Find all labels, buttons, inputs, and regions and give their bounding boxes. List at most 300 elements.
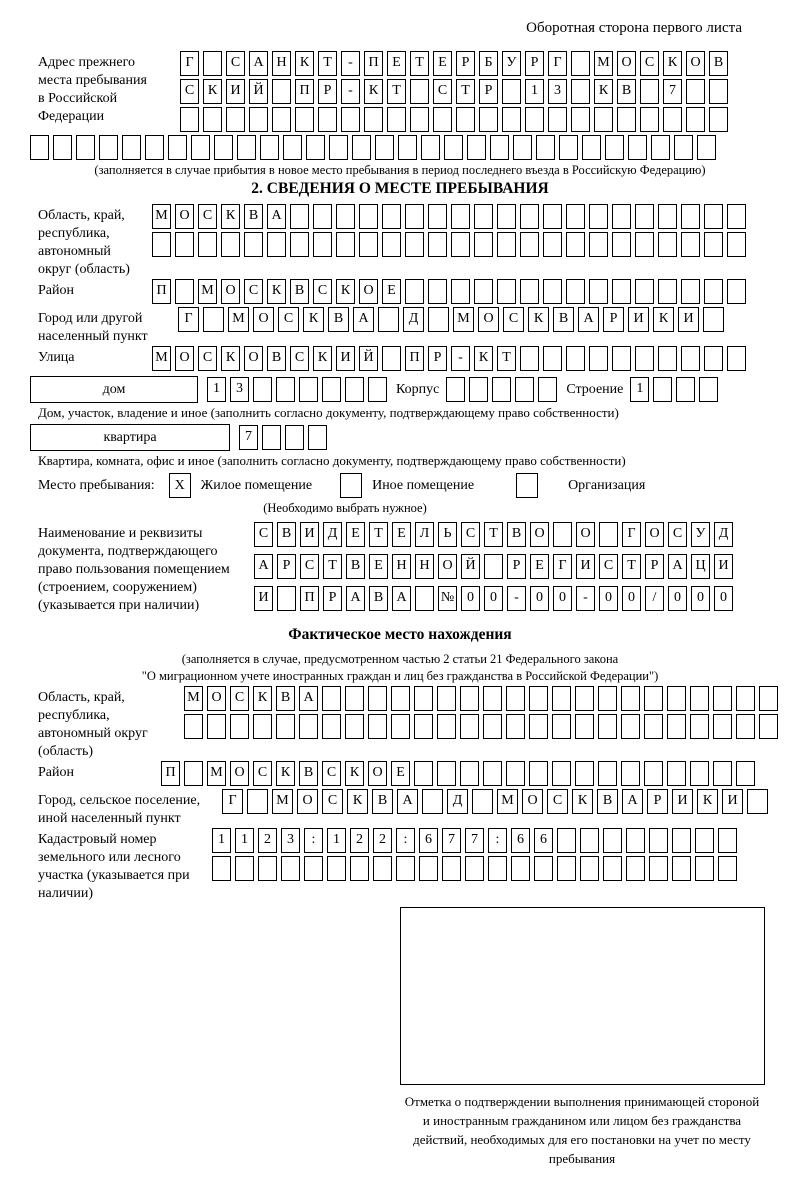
char-cell: 0 xyxy=(599,586,618,611)
char-cell xyxy=(644,714,663,739)
char-cell: В xyxy=(597,789,618,814)
char-cell: Т xyxy=(369,522,388,547)
oblast-rows xyxy=(152,204,770,260)
oblast-actual-rows xyxy=(184,686,782,742)
char-cell xyxy=(230,714,249,739)
char-cell: Е xyxy=(346,522,365,547)
char-cell: 6 xyxy=(534,828,553,853)
char-cell-row xyxy=(184,686,782,711)
char-cell xyxy=(456,107,475,132)
char-cell xyxy=(594,107,613,132)
char-cell: Д xyxy=(323,522,342,547)
char-cell: В xyxy=(372,789,393,814)
char-cell xyxy=(350,856,369,881)
char-cell xyxy=(667,761,686,786)
char-cell: С xyxy=(322,761,341,786)
char-cell: № xyxy=(438,586,457,611)
char-cell xyxy=(676,377,695,402)
char-cell-row xyxy=(254,522,770,547)
char-cell xyxy=(341,107,360,132)
char-cell xyxy=(553,522,572,547)
char-cell xyxy=(237,135,256,160)
char-cell xyxy=(566,346,585,371)
char-cell: Б xyxy=(479,51,498,76)
char-cell: К xyxy=(313,346,332,371)
char-cell: О xyxy=(522,789,543,814)
char-cell xyxy=(359,232,378,257)
char-cell xyxy=(612,204,631,229)
char-cell: Ь xyxy=(438,522,457,547)
char-cell xyxy=(497,204,516,229)
checkbox-zhiloe: X xyxy=(169,473,191,498)
char-cell xyxy=(184,714,203,739)
char-cell xyxy=(345,377,364,402)
char-cell: А xyxy=(578,307,599,332)
char-cell: М xyxy=(453,307,474,332)
char-cell xyxy=(704,346,723,371)
char-cell: - xyxy=(341,51,360,76)
char-cell: / xyxy=(645,586,664,611)
ulitsa-rows xyxy=(152,346,770,374)
char-cell xyxy=(488,856,507,881)
document-rows xyxy=(254,522,770,618)
char-cell: О xyxy=(230,761,249,786)
char-cell xyxy=(580,828,599,853)
char-cell: И xyxy=(254,586,273,611)
char-cell xyxy=(382,232,401,257)
page-subtitle: Оборотная сторона первого листа xyxy=(526,20,742,36)
char-cell: В xyxy=(276,686,295,711)
char-cell xyxy=(359,204,378,229)
stay-type-label: Место пребывания: xyxy=(38,477,155,493)
char-cell xyxy=(598,761,617,786)
char-cell-row xyxy=(222,789,772,814)
char-cell xyxy=(690,761,709,786)
char-cell xyxy=(513,135,532,160)
char-cell xyxy=(277,586,296,611)
raion-actual-rows xyxy=(161,761,770,789)
char-cell xyxy=(378,307,399,332)
char-cell xyxy=(30,135,49,160)
char-cell xyxy=(649,828,668,853)
char-cell xyxy=(382,204,401,229)
char-cell: Е xyxy=(387,51,406,76)
char-cell xyxy=(603,856,622,881)
prev-address-label: Адрес прежнего места пребывания в Российской Федерации xyxy=(38,55,147,124)
char-cell: 1 xyxy=(525,79,544,104)
char-cell xyxy=(398,135,417,160)
field-ulitsa xyxy=(30,346,770,374)
oblast-actual-label: Область, край, республика, автономный округ (область) xyxy=(38,690,148,759)
char-cell xyxy=(603,828,622,853)
char-cell xyxy=(308,425,327,450)
char-cell: С xyxy=(198,346,217,371)
char-cell xyxy=(589,232,608,257)
char-cell: Р xyxy=(318,79,337,104)
char-cell xyxy=(506,761,525,786)
char-cell: В xyxy=(299,761,318,786)
char-cell xyxy=(727,346,746,371)
char-cell-row xyxy=(161,761,770,786)
option-inoe-label: Иное помещение xyxy=(372,477,475,493)
char-cell: М xyxy=(184,686,203,711)
char-cell xyxy=(375,135,394,160)
char-cell xyxy=(536,135,555,160)
char-cell: В xyxy=(267,346,286,371)
char-cell xyxy=(649,856,668,881)
char-cell-row xyxy=(152,204,770,229)
char-cell: 1 xyxy=(207,377,226,402)
char-cell: С xyxy=(668,522,687,547)
char-cell xyxy=(467,135,486,160)
char-cell: Т xyxy=(387,79,406,104)
char-cell xyxy=(580,856,599,881)
stay-type-note: (Необходимо выбрать нужное) xyxy=(263,501,427,515)
char-cell xyxy=(747,789,768,814)
char-cell: Р xyxy=(647,789,668,814)
char-cell: М xyxy=(198,279,217,304)
char-cell: И xyxy=(672,789,693,814)
char-cell xyxy=(276,714,295,739)
stroenie-label: Строение xyxy=(566,381,624,397)
char-cell xyxy=(345,714,364,739)
char-cell: 7 xyxy=(442,828,461,853)
char-cell: Т xyxy=(484,522,503,547)
raion-rows xyxy=(152,279,770,307)
raion-label: Район xyxy=(38,283,74,298)
char-cell: С xyxy=(640,51,659,76)
stamp-caption: Отметка о подтверждении выполнения принимающей стороной и иностранным гражданином или лицом без гражданства действий, необходимых для его постановки на учет по месту пребывания xyxy=(404,1094,760,1166)
char-cell: У xyxy=(691,522,710,547)
char-cell: К xyxy=(303,307,324,332)
char-cell xyxy=(571,107,590,132)
char-cell: К xyxy=(528,307,549,332)
char-cell: 7 xyxy=(663,79,682,104)
char-cell-row xyxy=(180,79,770,104)
char-cell: 3 xyxy=(548,79,567,104)
field-kadastr xyxy=(30,828,770,903)
char-cell xyxy=(575,686,594,711)
char-cell xyxy=(428,279,447,304)
char-cell: О xyxy=(368,761,387,786)
char-cell xyxy=(658,346,677,371)
char-cell xyxy=(635,204,654,229)
char-cell: О xyxy=(175,346,194,371)
char-cell: Р xyxy=(428,346,447,371)
char-cell: Н xyxy=(272,51,291,76)
char-cell xyxy=(529,686,548,711)
char-cell: К xyxy=(474,346,493,371)
char-cell: П xyxy=(295,79,314,104)
char-cell: С xyxy=(433,79,452,104)
kadastr-label: Кадастровый номер земельного или лесного участка (указывается при наличии) xyxy=(38,832,190,901)
char-cell: Т xyxy=(456,79,475,104)
char-cell xyxy=(276,377,295,402)
char-cell: В xyxy=(553,307,574,332)
char-cell xyxy=(391,686,410,711)
char-cell: И xyxy=(226,79,245,104)
char-cell: О xyxy=(175,204,194,229)
char-cell xyxy=(433,107,452,132)
char-cell: Г xyxy=(548,51,567,76)
char-cell: С xyxy=(198,204,217,229)
section3-note-line1: (заполняется в случае, предусмотренном частью 2 статьи 21 Федерального закона xyxy=(181,652,619,666)
char-cell xyxy=(180,107,199,132)
char-cell xyxy=(612,346,631,371)
char-cell: Р xyxy=(277,554,296,579)
char-cell xyxy=(451,204,470,229)
char-cell xyxy=(543,232,562,257)
char-cell: О xyxy=(576,522,595,547)
char-cell xyxy=(345,686,364,711)
char-cell: Д xyxy=(447,789,468,814)
char-cell xyxy=(502,79,521,104)
char-cell xyxy=(704,204,723,229)
char-cell: А xyxy=(397,789,418,814)
char-cell: 0 xyxy=(622,586,641,611)
gorod-label: Город или другой населенный пункт xyxy=(38,311,148,344)
char-cell xyxy=(414,686,433,711)
prev-address-note: (заполняется в случае прибытия в новое место пребывания в период последнего въезда в Российскую Федерацию) xyxy=(94,163,706,177)
char-cell: К xyxy=(653,307,674,332)
char-cell xyxy=(525,107,544,132)
option-zhiloe-label: Жилое помещение xyxy=(200,477,313,493)
char-cell: 1 xyxy=(630,377,649,402)
char-cell xyxy=(552,761,571,786)
char-cell xyxy=(336,232,355,257)
char-cell: А xyxy=(622,789,643,814)
char-cell: Г xyxy=(180,51,199,76)
char-cell: 3 xyxy=(230,377,249,402)
char-cell: - xyxy=(576,586,595,611)
char-cell xyxy=(566,279,585,304)
char-cell: П xyxy=(405,346,424,371)
char-cell xyxy=(483,761,502,786)
char-cell: А xyxy=(392,586,411,611)
char-cell: 0 xyxy=(691,586,710,611)
char-cell xyxy=(249,107,268,132)
field-document xyxy=(30,522,770,618)
char-cell xyxy=(658,204,677,229)
char-cell xyxy=(626,856,645,881)
char-cell: О xyxy=(207,686,226,711)
char-cell xyxy=(414,761,433,786)
char-cell-row-full-width xyxy=(30,135,770,160)
char-cell: Р xyxy=(603,307,624,332)
char-cell: 2 xyxy=(350,828,369,853)
char-cell: С xyxy=(503,307,524,332)
char-cell xyxy=(415,586,434,611)
field-raion xyxy=(30,279,770,307)
char-cell xyxy=(621,761,640,786)
char-cell: О xyxy=(645,522,664,547)
stroenie-cells xyxy=(630,377,722,402)
char-cell: П xyxy=(300,586,319,611)
char-cell-row xyxy=(212,856,770,881)
char-cell: Г xyxy=(622,522,641,547)
char-cell: - xyxy=(341,79,360,104)
char-cell xyxy=(612,279,631,304)
char-cell: Т xyxy=(323,554,342,579)
kadastr-rows xyxy=(212,828,770,884)
char-cell xyxy=(552,686,571,711)
char-cell xyxy=(557,856,576,881)
char-cell: В xyxy=(369,586,388,611)
char-cell xyxy=(686,107,705,132)
korpus-cells xyxy=(446,377,561,402)
char-cell xyxy=(697,135,716,160)
char-cell: А xyxy=(353,307,374,332)
char-cell: В xyxy=(290,279,309,304)
section3-note-line2: "О миграционном учете иностранных граждан и лиц без гражданства в Российской Федерации") xyxy=(141,669,659,683)
char-cell xyxy=(566,232,585,257)
char-cell xyxy=(490,135,509,160)
char-cell xyxy=(621,686,640,711)
char-cell: Т xyxy=(622,554,641,579)
char-cell xyxy=(686,79,705,104)
char-cell: 2 xyxy=(258,828,277,853)
char-cell: : xyxy=(396,828,415,853)
char-cell xyxy=(258,856,277,881)
char-cell: П xyxy=(152,279,171,304)
char-cell: Н xyxy=(415,554,434,579)
char-cell: Ц xyxy=(691,554,710,579)
char-cell: С xyxy=(599,554,618,579)
char-cell: К xyxy=(345,761,364,786)
char-cell xyxy=(658,279,677,304)
char-cell xyxy=(322,377,341,402)
char-cell: А xyxy=(254,554,273,579)
char-cell xyxy=(260,135,279,160)
char-cell xyxy=(681,232,700,257)
char-cell xyxy=(695,828,714,853)
option-organizatsiya-label: Организация xyxy=(568,477,646,493)
char-cell: К xyxy=(203,79,222,104)
char-cell xyxy=(221,232,240,257)
char-cell xyxy=(410,79,429,104)
char-cell: Т xyxy=(497,346,516,371)
char-cell xyxy=(474,204,493,229)
raion-actual-label: Район xyxy=(38,765,74,780)
char-cell: М xyxy=(152,346,171,371)
char-cell xyxy=(704,232,723,257)
char-cell-row xyxy=(212,828,770,853)
char-cell: Е xyxy=(392,522,411,547)
char-cell xyxy=(718,828,737,853)
field-gorod-actual xyxy=(30,789,770,828)
char-cell-row xyxy=(180,51,770,76)
gorod-rows xyxy=(178,307,770,335)
char-cell xyxy=(599,522,618,547)
char-cell: 1 xyxy=(327,828,346,853)
char-cell: С xyxy=(278,307,299,332)
char-cell xyxy=(437,686,456,711)
char-cell: М xyxy=(207,761,226,786)
char-cell xyxy=(253,714,272,739)
char-cell xyxy=(285,425,304,450)
char-cell xyxy=(422,789,443,814)
char-cell xyxy=(235,856,254,881)
char-cell: И xyxy=(336,346,355,371)
char-cell xyxy=(313,204,332,229)
char-cell xyxy=(318,107,337,132)
char-cell: Г xyxy=(222,789,243,814)
char-cell xyxy=(272,79,291,104)
char-cell xyxy=(184,761,203,786)
char-cell: 7 xyxy=(239,425,258,450)
char-cell xyxy=(442,856,461,881)
char-cell xyxy=(306,135,325,160)
char-cell xyxy=(589,204,608,229)
char-cell xyxy=(469,377,488,402)
char-cell xyxy=(479,107,498,132)
field-prev-address xyxy=(30,51,770,135)
char-cell: И xyxy=(678,307,699,332)
char-cell xyxy=(612,232,631,257)
char-cell xyxy=(552,714,571,739)
char-cell xyxy=(736,686,755,711)
char-cell xyxy=(446,377,465,402)
char-cell-row xyxy=(152,346,770,371)
char-cell xyxy=(336,204,355,229)
char-cell xyxy=(212,856,231,881)
char-cell: М xyxy=(228,307,249,332)
char-cell xyxy=(405,204,424,229)
char-cell xyxy=(681,204,700,229)
char-cell xyxy=(598,686,617,711)
char-cell xyxy=(428,204,447,229)
char-cell: И xyxy=(576,554,595,579)
char-cell xyxy=(653,377,672,402)
char-cell xyxy=(460,761,479,786)
char-cell xyxy=(695,856,714,881)
char-cell xyxy=(414,714,433,739)
char-cell xyxy=(214,135,233,160)
char-cell xyxy=(736,714,755,739)
field-oblast xyxy=(30,204,770,279)
char-cell: С xyxy=(300,554,319,579)
char-cell: О xyxy=(686,51,705,76)
char-cell xyxy=(759,686,778,711)
char-cell xyxy=(617,107,636,132)
char-cell xyxy=(444,135,463,160)
char-cell xyxy=(598,714,617,739)
char-cell: : xyxy=(488,828,507,853)
char-cell: Л xyxy=(415,522,434,547)
char-cell: О xyxy=(221,279,240,304)
char-cell: 0 xyxy=(461,586,480,611)
char-cell: М xyxy=(272,789,293,814)
char-cell xyxy=(145,135,164,160)
char-cell xyxy=(382,346,401,371)
char-cell xyxy=(484,554,503,579)
char-cell xyxy=(520,279,539,304)
char-cell xyxy=(322,686,341,711)
char-cell xyxy=(543,346,562,371)
char-cell: С xyxy=(230,686,249,711)
ulitsa-label: Улица xyxy=(38,350,75,365)
char-cell xyxy=(497,279,516,304)
char-cell xyxy=(405,279,424,304)
char-cell xyxy=(667,686,686,711)
char-cell xyxy=(262,425,281,450)
char-cell xyxy=(497,232,516,257)
char-cell: Р xyxy=(525,51,544,76)
char-cell: К xyxy=(594,79,613,104)
apartment-number-cells xyxy=(239,425,331,450)
char-cell: И xyxy=(722,789,743,814)
house-row xyxy=(30,376,770,403)
